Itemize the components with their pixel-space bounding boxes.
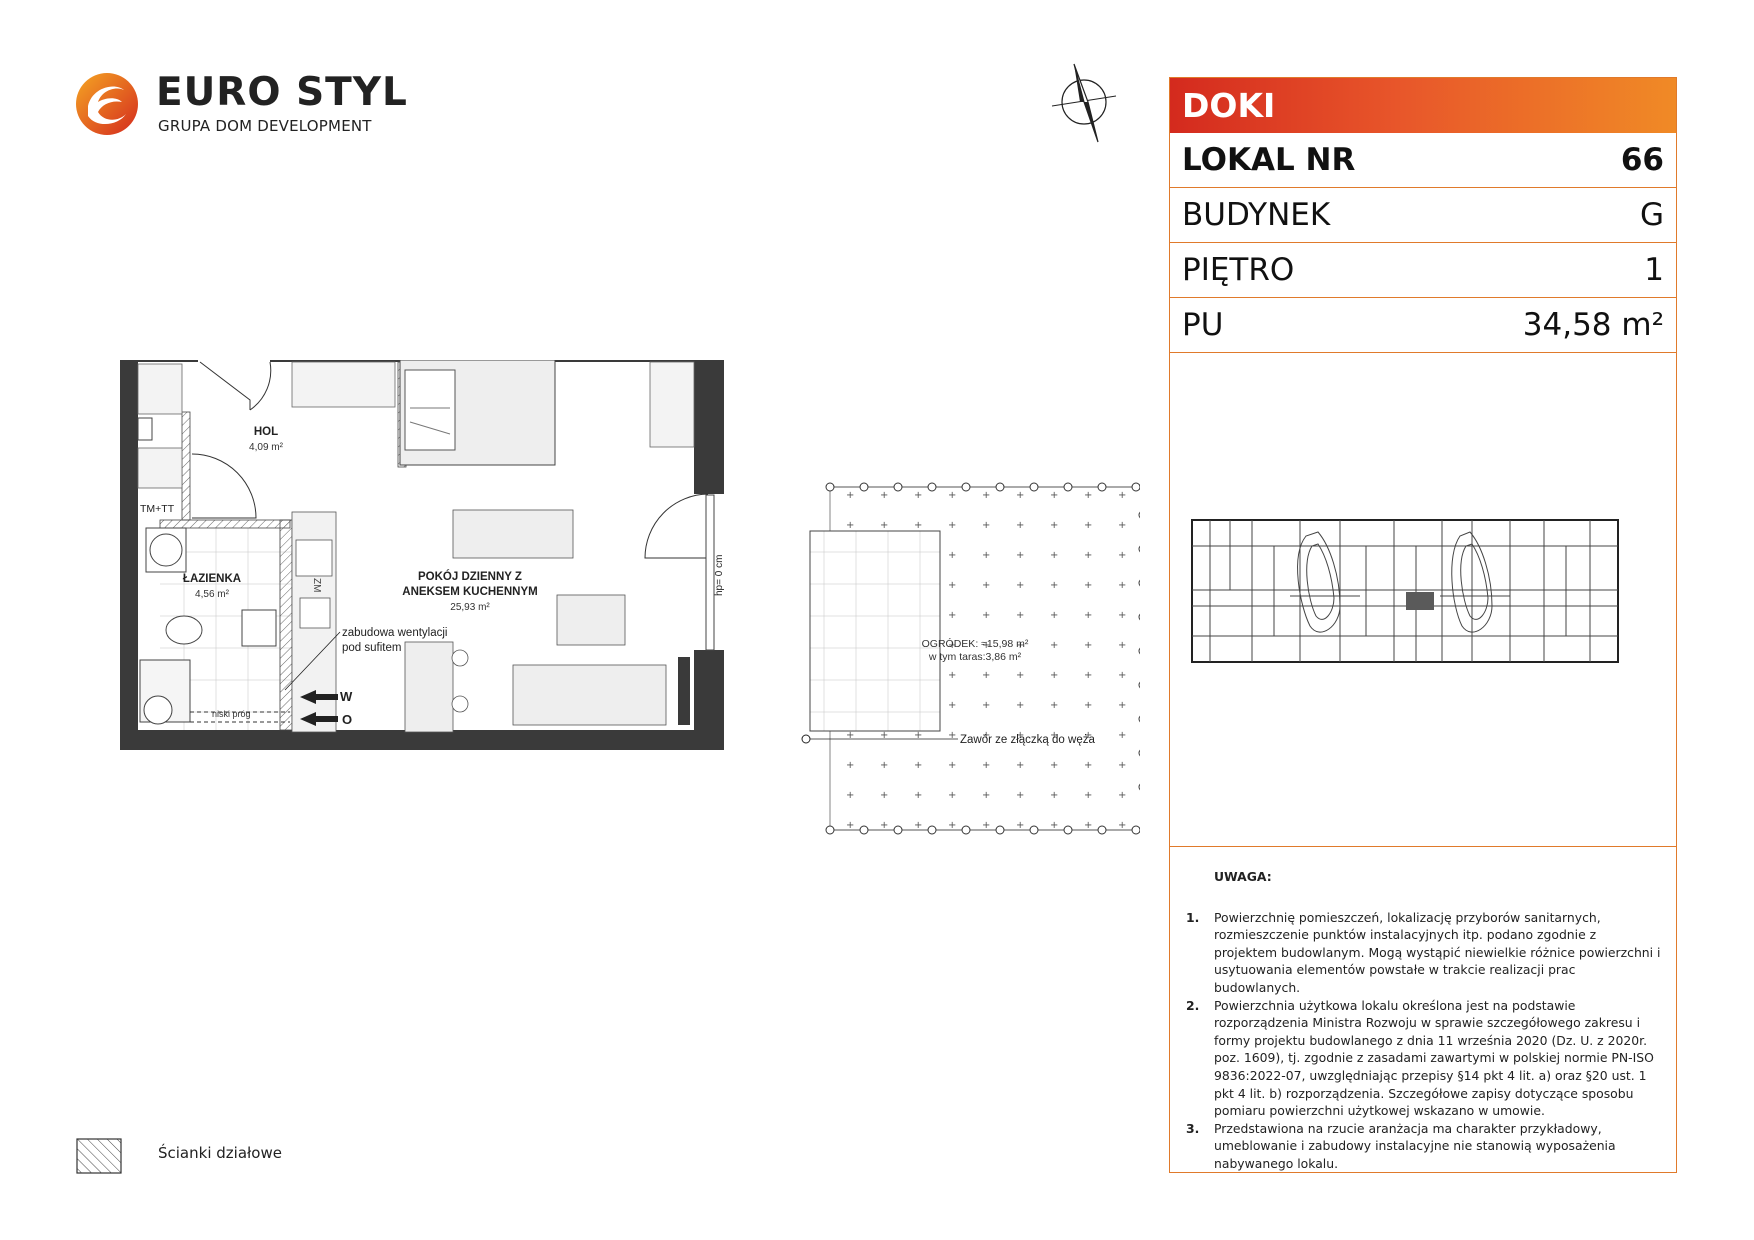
hedge-plant-icon	[928, 483, 936, 491]
brand-name: EURO STYL	[156, 70, 408, 115]
notes	[1186, 868, 1661, 1173]
note-item	[1186, 997, 1661, 1120]
info-row-pu	[1170, 298, 1676, 353]
hedge-plant-icon	[894, 483, 902, 491]
tm-tt-label: TM+TT	[140, 503, 175, 515]
hedge-plant-icon	[1098, 483, 1106, 491]
hedge-plant-icon	[826, 483, 834, 491]
hedge-plant-icon	[1030, 483, 1038, 491]
hedge-plant-icon	[826, 826, 834, 834]
hedge-plant-icon	[860, 826, 868, 834]
brand-subtitle: GRUPA DOM DEVELOPMENT	[158, 117, 372, 135]
info-label: PIĘTRO	[1182, 252, 1295, 288]
legend-label: Ścianki działowe	[158, 1144, 282, 1162]
note-text: Przedstawiona na rzucie aranżacja ma charakter przykładowy, umeblowanie i zabudowy instalacyjne nie stanowią wyposażenia nabywanego lokalu.	[1214, 1120, 1616, 1171]
hedge-plant-icon	[1132, 483, 1140, 491]
info-row-lokal	[1170, 133, 1676, 188]
hedge-plant-icon	[1030, 826, 1038, 834]
bed	[400, 360, 555, 465]
valve-icon	[802, 735, 810, 743]
valve-label: Zawór ze złączką do węża	[960, 734, 1095, 746]
hedge-plant-icon	[860, 483, 868, 491]
hedge-plant-icon	[996, 483, 1004, 491]
living-room-name-2: ANEKSEM KUCHENNYM	[402, 586, 538, 598]
threshold-height-label: hp= 0 cm	[714, 554, 725, 596]
living-room-area: 25,93 m²	[450, 602, 490, 613]
threshold-label: niski próg	[212, 709, 251, 719]
bathroom-area: 4,56 m²	[195, 589, 229, 600]
project-name: DOKI	[1170, 78, 1676, 133]
hedge-plant-icon	[962, 826, 970, 834]
euro-styl-logo-icon	[74, 68, 144, 138]
hedge-plant-icon	[928, 826, 936, 834]
info-value: 1	[1644, 252, 1664, 288]
note-text: Powierzchnię pomieszczeń, lokalizację przyborów sanitarnych, rozmieszczenie punktów instalacyjnych itp. podano zgodnie z projektem budowlanym. Mogą wystąpić niewielkie różnice powierzchni i usytuowania elementów powstałe w trakcie realizacji prac budowlanych.	[1214, 909, 1661, 995]
hedge-plant-icon	[1098, 826, 1106, 834]
bathroom-name: ŁAZIENKA	[182, 573, 242, 585]
brand-logo	[74, 68, 408, 148]
info-row-pietro	[1170, 243, 1676, 298]
note-item	[1186, 909, 1661, 997]
hedge-plant-icon	[1064, 483, 1072, 491]
floor-plan	[120, 360, 1140, 850]
sewer-marker: O	[342, 712, 353, 727]
info-label: BUDYNEK	[1182, 197, 1331, 233]
partition-wall-legend-icon	[76, 1138, 122, 1174]
hol-name: HOL	[253, 426, 279, 438]
info-value: G	[1639, 197, 1664, 233]
ventilation-label-2: pod sufitem	[342, 642, 402, 654]
note-number: 3.	[1186, 1120, 1200, 1136]
info-value: 34,58 m²	[1522, 307, 1664, 343]
ventilation-label-1: zabudowa wentylacji	[342, 627, 448, 639]
north-arrow-icon	[1048, 56, 1120, 148]
note-number: 2.	[1186, 997, 1200, 1013]
info-label: PU	[1182, 307, 1224, 343]
building-key-plan	[1190, 516, 1620, 666]
notes-title: UWAGA:	[1214, 869, 1272, 884]
note-number: 1.	[1186, 909, 1200, 925]
hedge-plant-icon	[894, 826, 902, 834]
info-row-budynek	[1170, 188, 1676, 243]
garden-terrace-label: w tym taras:3,86 m²	[928, 651, 1022, 663]
panel-divider	[1170, 846, 1676, 847]
info-value: 66	[1620, 142, 1664, 178]
note-item	[1186, 1120, 1661, 1173]
hedge-plant-icon	[1132, 826, 1140, 834]
water-marker: W	[340, 689, 353, 704]
zm-label: ZM	[311, 578, 322, 593]
hedge-plant-icon	[1064, 826, 1072, 834]
apartment-info-panel	[1169, 77, 1677, 1173]
hedge-plant-icon	[962, 483, 970, 491]
living-room-name-1: POKÓJ DZIENNY Z	[418, 571, 522, 583]
garden-area	[802, 483, 1140, 834]
note-text: Powierzchnia użytkowa lokalu określona jest na podstawie rozporządzenia Ministra Rozwoju w sprawie szczegółowego zakresu i formy projektu budowlanego z dnia 11 września 2020 (Dz. U. z 2020r. poz. 1609), tj. zgodnie z zasadami zawartymi w polskiej normie PN-ISO 9836:2022-07, uwzględniając przepisy §14 pkt 4 lit. a) oraz §20 ust. 1 pkt 4 lit. b) rozporządzenia. Szczegółowe zapisy dotyczące sposobu pomiaru powierzchni użytkowej wskazano w umowie.	[1214, 997, 1654, 1119]
info-label: LOKAL NR	[1182, 142, 1356, 178]
garden-label: OGRÓDEK: ≈15,98 m²	[921, 638, 1029, 650]
hol-area: 4,09 m²	[249, 442, 283, 453]
hedge-plant-icon	[996, 826, 1004, 834]
